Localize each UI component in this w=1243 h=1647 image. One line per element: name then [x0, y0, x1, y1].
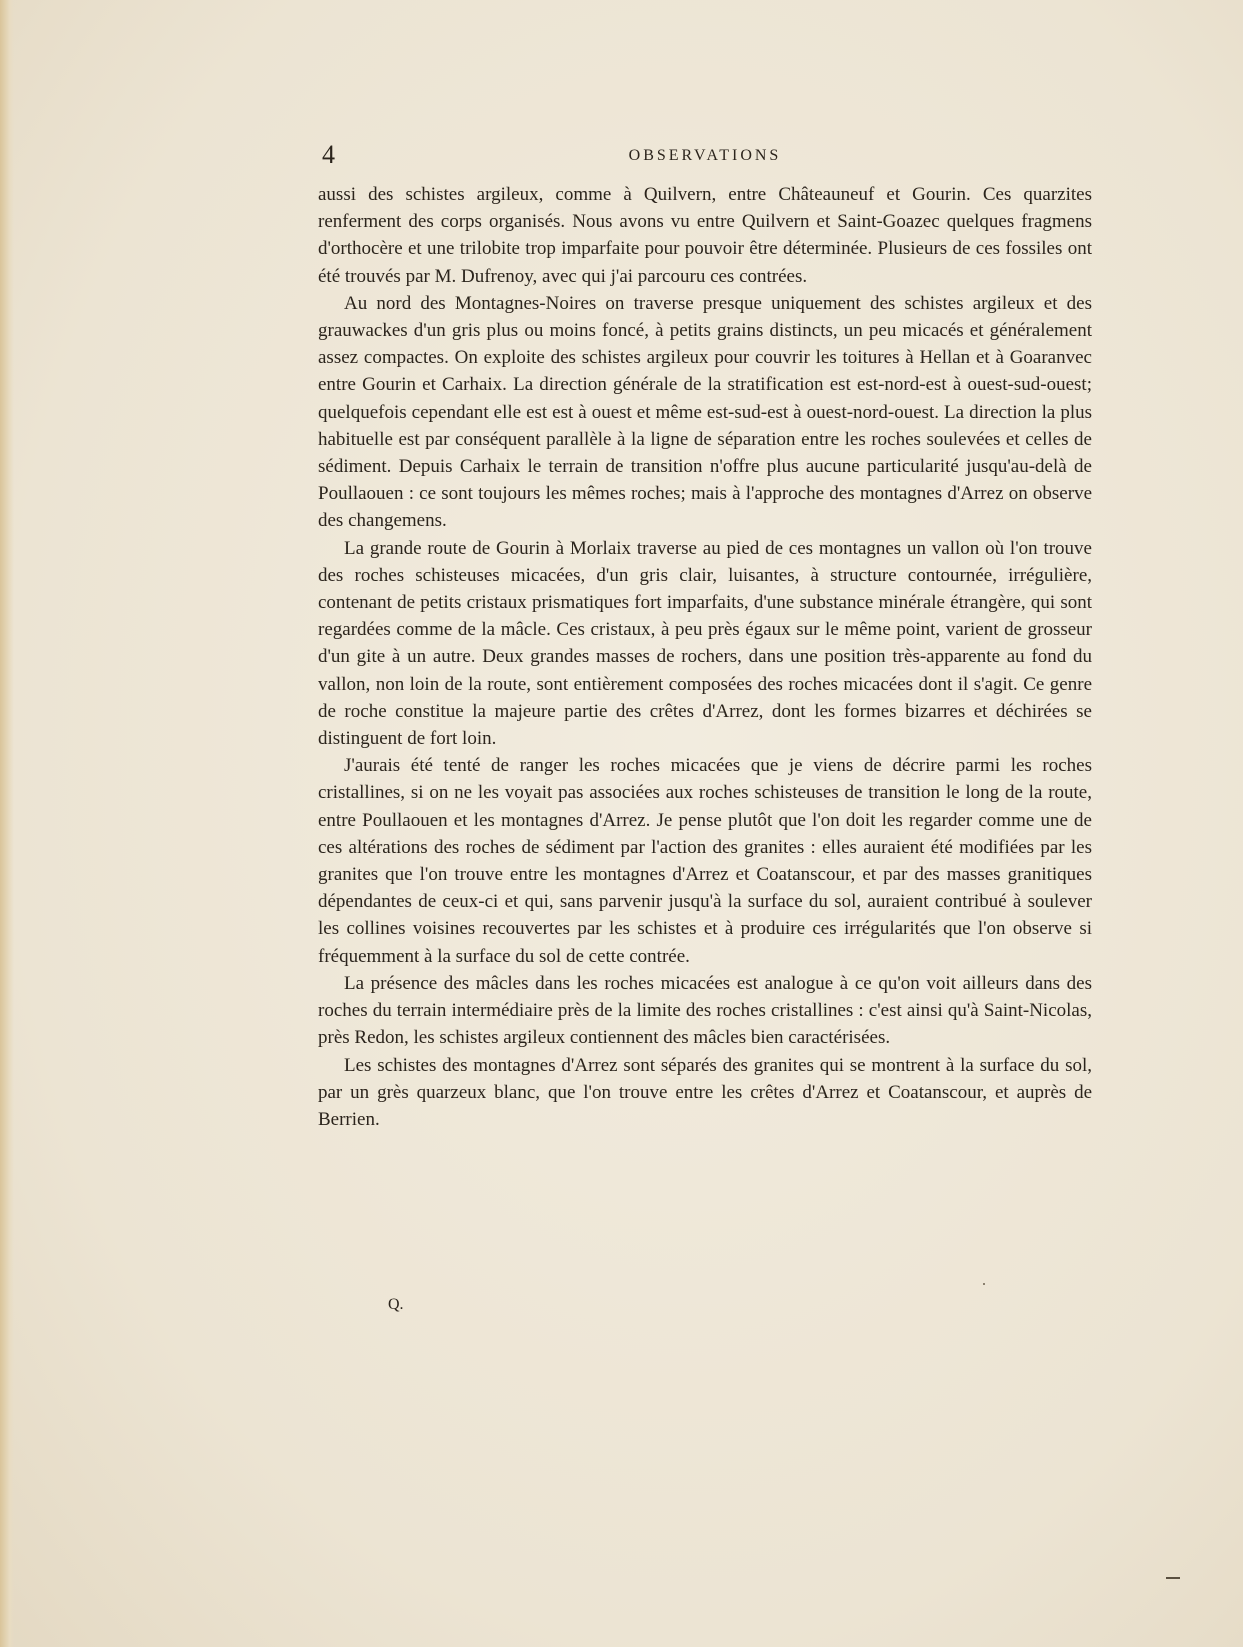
- signature-mark: Q.: [388, 1296, 404, 1313]
- paragraph: Les schistes des montagnes d'Arrez sont séparés des granites qui se montrent à la surface du sol, par un grès quarzeux blanc, que l'on trouve entre les crêtes d'Arrez et Coatanscour, et auprès de Berrien.: [318, 1054, 1092, 1130]
- ink-speck: [983, 1283, 985, 1285]
- paragraph: J'aurais été tenté de ranger les roches micacées que je viens de décrire parmi les roches cristallines, si on ne les voyait pas associées aux roches schisteuses de transition le long de la route, entre Poullaouen et les montagnes d'Arrez. Je pense plutôt que l'on doit les regarder comme une de ces altérations des roches de sédiment par l'action des granites : elles auraient été modifiées par les granites que l'on trouve entre les montagnes d'Arrez et Coatanscour, et par des masses granitiques dépendantes de ceux-ci et qui, sans parvenir jusqu'à la surface du sol, auraient contribué à soulever les collines voisines recouvertes par les schistes et à produire ces irrégularités que l'on observe si fréquemment à la surface du sol de cette contrée.: [318, 755, 1092, 967]
- page-header: [318, 140, 1092, 170]
- page-number: 4: [322, 140, 335, 169]
- body-text: [318, 181, 1092, 1133]
- running-title: OBSERVATIONS: [628, 147, 782, 164]
- paragraph: La présence des mâcles dans les roches micacées est analogue à ce qu'on voit ailleurs dans des roches du terrain intermédiaire près de la limite des roches cristallines : c'est ainsi qu'à Saint-Nicolas, près Redon, les schistes argileux contiennent des mâcles bien caractérisées.: [318, 972, 1092, 1049]
- paragraph: aussi des schistes argileux, comme à Quilvern, entre Châteauneuf et Gourin. Ces quarzites renferment des corps organisés. Nous avons vu entre Quilvern et Saint-Goazec quelques fragmens d'orthocère et une trilobite trop imparfaite pour pouvoir être déterminée. Plusieurs de ces fossiles ont été trouvés par M. Dufrenoy, avec qui j'ai parcouru ces contrées.: [318, 184, 1092, 287]
- paragraph: La grande route de Gourin à Morlaix traverse au pied de ces montagnes un vallon où l'on trouve des roches schisteuses micacées, d'un gris clair, luisantes, à structure contournée, irrégulière, contenant de petits cristaux prismatiques fort imparfaits, d'une substance minérale étrangère, qui sont regardées comme de la mâcle. Ces cristaux, à peu près égaux sur le même point, varient de grosseur d'un gite à un autre. Deux grandes masses de rochers, dans une position très-apparente au fond du vallon, non loin de la route, sont entièrement composées des roches micacées dont il s'agit. Ce genre de roche constitue la majeure partie des crêtes d'Arrez, dont les formes bizarres et déchirées se distinguent de fort loin.: [318, 537, 1092, 750]
- margin-mark: [1166, 1577, 1180, 1579]
- page-edge-shadow: [0, 0, 14, 1647]
- paragraph: Au nord des Montagnes-Noires on traverse presque uniquement des schistes argileux et des grauwackes d'un gris plus ou moins foncé, à petits grains distincts, un peu micacés et généralement assez compactes. On exploite des schistes argileux pour couvrir les toitures à Hellan et à Goaranvec entre Gourin et Carhaix. La direction générale de la stratification est est-nord-est à ouest-sud-ouest; quelquefois cependant elle est est à ouest et même est-sud-est à ouest-nord-ouest. La direction la plus habituelle est par conséquent parallèle à la ligne de séparation entre les roches soulevées et celles de sédiment. Depuis Carhaix le terrain de transition n'offre plus aucune particularité jusqu'au-delà de Poullaouen : ce sont toujours les mêmes roches; mais à l'approche des montagnes d'Arrez on observe des changemens.: [318, 292, 1092, 532]
